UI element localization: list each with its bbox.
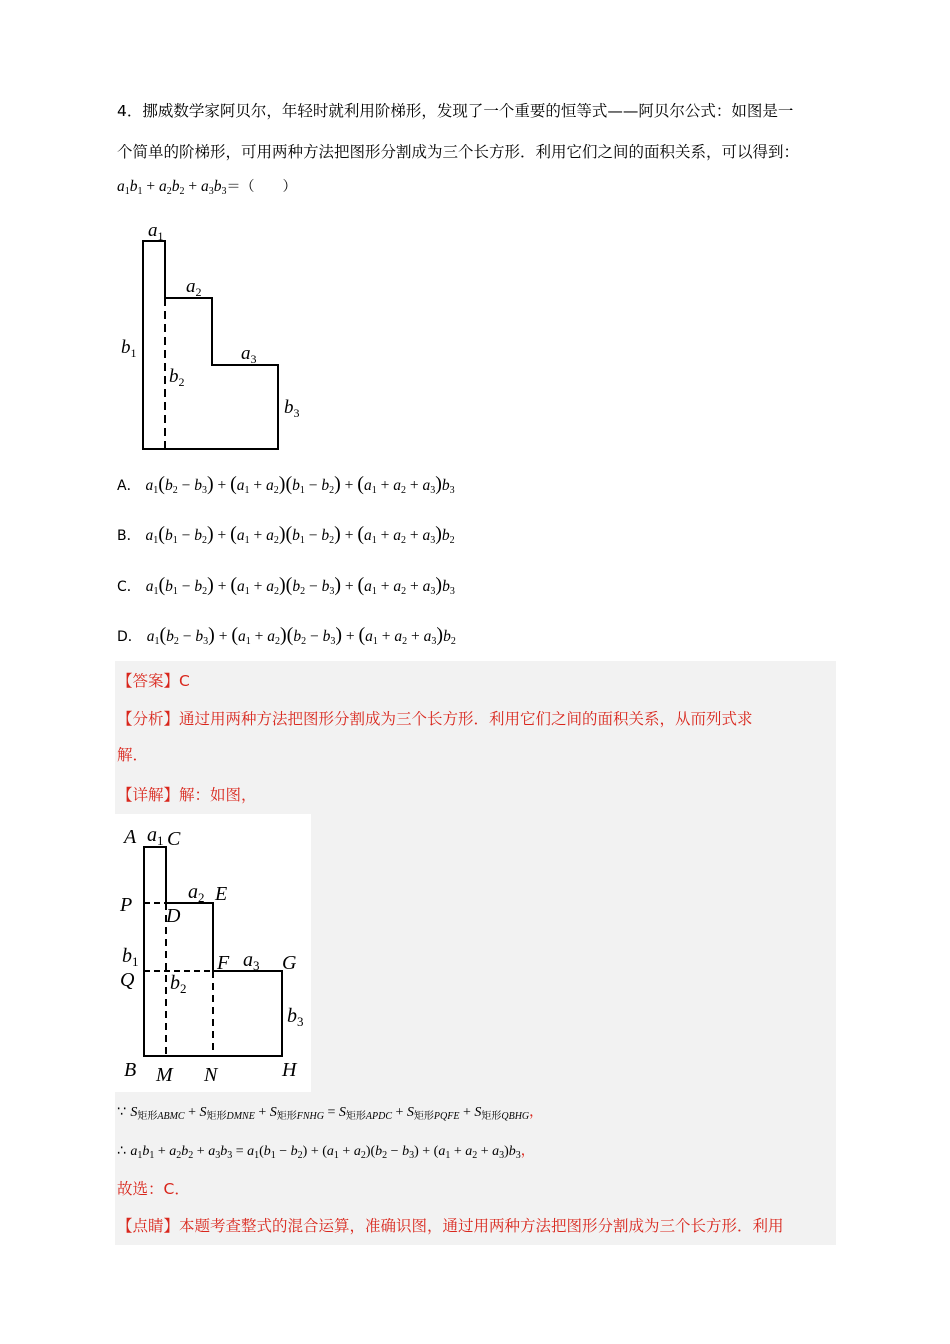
option-d-letter: D．: [117, 629, 142, 645]
point-D: D: [166, 905, 181, 927]
seg-a1: $a_1$: [147, 824, 164, 848]
option-d-expr: $a_1(b_2 - b_3) + (a_1 + a_2)(b_2 - b_3) + (a_1 + a_2 + a_3)b_2$: [146, 624, 456, 647]
choice-line: [117, 1178, 190, 1200]
comma-2: ，: [520, 1143, 535, 1159]
comment-text: 本题考查整式的混合运算，准确识图，通过用两种方法把图形分割成为三个长方形．利用: [179, 1217, 784, 1235]
question-line-2: [117, 141, 877, 163]
point-G: G: [282, 952, 297, 974]
therefore-symbol: ∴: [117, 1143, 126, 1159]
abel-identity: $a_1b_1 + a_2b_2 + a_3b_3 = a_1(b_1 - b_2) + (a_1 + a_2)(b_2 - b_3) + (a_1 + a_2 + a_3)b_3$: [130, 1144, 521, 1161]
answer-tag: 【答案】: [117, 672, 180, 690]
label-a2: $a_2$: [186, 276, 202, 299]
result-equation: [117, 1140, 535, 1161]
detail-line: [117, 784, 257, 806]
option-c: [117, 574, 455, 603]
point-A: A: [124, 826, 137, 848]
analysis-text-1: 通过用两种方法把图形分割成为三个长方形．利用它们之间的面积关系，从而列式求: [179, 710, 753, 728]
question-number: 4．: [117, 102, 143, 120]
answer-line: [117, 670, 190, 692]
point-N: N: [204, 1064, 218, 1086]
analysis-line-2: [117, 744, 148, 766]
staircase-figure: [112, 212, 312, 457]
question-text-2: 个简单的阶梯形，可用两种方法把图形分割成为三个长方形．利用它们之间的面积关系，可以得到：: [117, 143, 800, 161]
point-B: B: [124, 1059, 137, 1081]
point-C: C: [167, 828, 181, 850]
label-a3: $a_3$: [241, 343, 257, 366]
option-c-expr: $a_1(b_1 - b_2) + (a_1 + a_2)(b_2 - b_3) + (a_1 + a_2 + a_3)b_3$: [145, 574, 455, 597]
option-b: [117, 523, 455, 552]
option-a-expr: $a_1(b_2 - b_3) + (a_1 + a_2)(b_1 - b_2) + (a_1 + a_2 + a_3)b_3$: [145, 473, 455, 496]
because-symbol: ∵: [117, 1104, 126, 1120]
point-E: E: [215, 883, 228, 905]
option-a-letter: A．: [117, 478, 141, 494]
seg-a2: $a_2$: [188, 881, 205, 905]
label-b1: $b_1$: [121, 337, 137, 360]
formula-lhs: $a_1b_1 + a_2b_2 + a_3b_3$: [117, 178, 227, 197]
choice-text: 故选：C．: [117, 1180, 190, 1198]
question-text-1: 挪威数学家阿贝尔，年轻时就利用阶梯形，发现了一个重要的恒等式——阿贝尔公式：如图是一: [142, 102, 794, 120]
label-b2: $b_2$: [169, 366, 185, 389]
point-Q: Q: [120, 969, 135, 991]
analysis-text-2: 解．: [117, 746, 149, 764]
option-b-expr: $a_1(b_1 - b_2) + (a_1 + a_2)(b_1 - b_2) + (a_1 + a_2 + a_3)b_2$: [145, 523, 455, 546]
answer-value: C: [179, 672, 190, 690]
comment-line: [117, 1215, 836, 1237]
option-d: [117, 624, 456, 653]
area-sum-left: $S_{矩形ABMC} + S_{矩形DMNE} + S_{矩形FNHG} = S_{矩形APDC} + S_{矩形PQFE} + S_{矩形QBHG}$: [130, 1105, 530, 1122]
option-b-letter: B．: [117, 528, 141, 544]
label-b3: $b_3$: [284, 397, 300, 420]
comment-tag: 【点睛】: [117, 1217, 180, 1235]
label-a1: $a_1$: [148, 220, 164, 243]
point-P: P: [120, 894, 133, 916]
area-equation: [117, 1101, 543, 1122]
comma-1: ，: [529, 1104, 544, 1120]
analysis-line-1: [117, 708, 832, 730]
point-H: H: [282, 1059, 297, 1081]
option-c-letter: C．: [117, 579, 141, 595]
analysis-tag: 【分析】: [117, 710, 180, 728]
point-M: M: [156, 1064, 173, 1086]
option-a: [117, 473, 455, 502]
detail-tag: 【详解】: [117, 786, 180, 804]
seg-a3: $a_3$: [243, 949, 260, 973]
labeled-staircase-figure: [115, 814, 311, 1092]
seg-b3: $b_3$: [287, 1005, 304, 1029]
formula-tail: ＝（ ）: [226, 179, 297, 195]
question-line-1: [117, 100, 857, 122]
point-F: F: [217, 952, 230, 974]
seg-b1: $b_1$: [122, 945, 139, 969]
question-formula: [117, 175, 297, 203]
detail-text: 解：如图，: [179, 786, 257, 804]
seg-b2: $b_2$: [170, 972, 187, 996]
